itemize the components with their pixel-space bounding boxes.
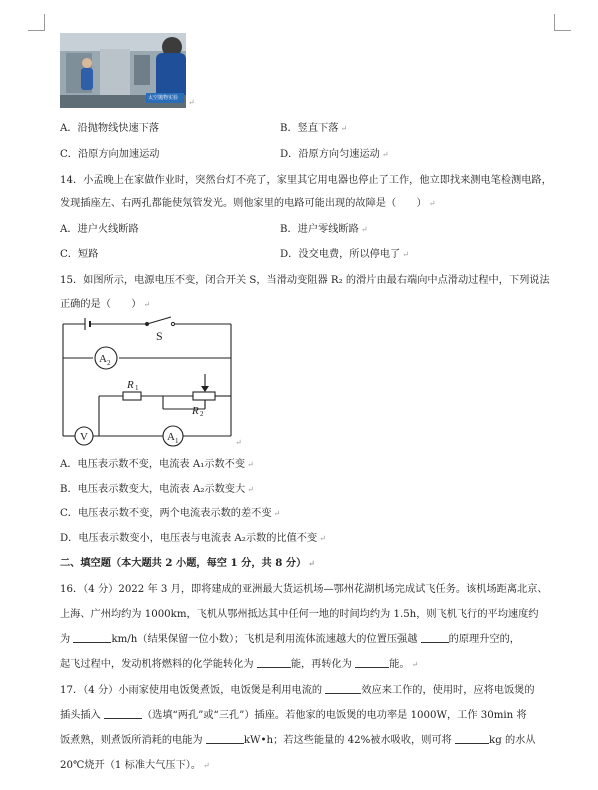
- photo-caption: 太空抛物实验: [148, 95, 179, 101]
- paragraph-mark: ↵: [340, 124, 348, 133]
- section-heading-text: 二、填空题（本大题共 2 小题，每空 1 分，共 8 分）: [60, 557, 307, 569]
- answer-blank-mass[interactable]: [455, 734, 489, 744]
- paragraph-mark: ↵: [235, 438, 242, 447]
- q13-option-d: [280, 145, 389, 160]
- q16-line4-text-b: 能，再转化为: [290, 659, 352, 670]
- q17-line1-text-b: 效应来工作的，使用时，应将电饭煲的: [361, 685, 535, 696]
- paragraph-mark: ↵: [319, 534, 326, 543]
- q14-option-d-text: D．没交电费，所以停电了: [280, 249, 401, 260]
- q17-line3-text-b: kW•h；若这些能量的 42%被水吸收，则可将: [243, 735, 452, 746]
- r2-label: R: [192, 405, 199, 417]
- q15-stem-line2: [60, 295, 150, 310]
- q17-line3-text-c: kg 的水从: [489, 735, 536, 746]
- q15-option-a-text: A．电压表示数不变，电流表 A₁示数不变: [60, 459, 246, 470]
- q13-option-a: A．沿抛物线快速下落: [60, 123, 160, 134]
- q16-line1: 16．（4 分）2022 年 3 月，即将建成的亚洲最大货运机场—鄂州花湖机场完成试飞任务。该机场距离北京、: [60, 584, 548, 595]
- switch-blade: [147, 317, 171, 324]
- q16-line3: [60, 630, 520, 645]
- q14-option-a: A．进户火线断路: [60, 224, 139, 235]
- paragraph-mark: ↵: [203, 761, 210, 770]
- q13-option-d-text: D．沿原方向匀速运动: [280, 149, 380, 160]
- q15-option-c-text: C．电压表示数不变，两个电流表示数的差不变: [60, 508, 272, 519]
- paragraph-mark: ↵: [188, 98, 195, 107]
- q15-option-d: [60, 529, 326, 544]
- paragraph-mark: ↵: [273, 509, 281, 518]
- answer-blank-energy-2[interactable]: [355, 658, 389, 668]
- ammeter-a2-label: A: [99, 353, 107, 365]
- answer-blank-effect[interactable]: [325, 684, 361, 694]
- q14-stem-line2: [60, 194, 435, 209]
- ammeter-a1-subscript: 1: [175, 437, 179, 445]
- paragraph-mark: ↵: [308, 558, 315, 568]
- q17-line1-text-a: 17．（4 分）小雨家使用电饭煲煮饭，电饭煲是利用电流的: [60, 685, 323, 696]
- paragraph-mark: ↵: [411, 660, 419, 669]
- r1-label: R: [127, 379, 134, 391]
- answer-blank-speed[interactable]: [73, 633, 111, 643]
- circuit-diagram: [55, 312, 240, 448]
- ammeter-a2-subscript: 2: [107, 359, 111, 367]
- q14-stem-line2-text: 发现插座左、右两孔都能使氖管发光。则他家里的电路可能出现的故障是（ ）: [60, 198, 427, 209]
- resistor-r1: [123, 392, 141, 400]
- crop-mark-top-left: [28, 14, 45, 31]
- q15-option-b-text: B．电压表示数变大，电流表 A₂示数变大: [60, 484, 246, 495]
- ammeter-a1-label: A: [167, 431, 175, 443]
- q17-line2-text-a: 插头插入: [60, 710, 101, 721]
- q15-stem-line1: 15．如图所示，电源电压不变，闭合开关 S，当滑动变阻器 R₂ 的滑片由最右端向中点滑动过程中，下列说法: [60, 275, 550, 286]
- answer-blank-energy-kwh[interactable]: [206, 734, 244, 744]
- q15-option-c: [60, 504, 280, 519]
- switch-contact: [171, 322, 174, 325]
- answer-blank-energy-1[interactable]: [257, 658, 291, 668]
- q16-line2: 上海、广州均约为 1000km，飞机从鄂州抵达其中任何一地的时间均约为 1.5h，则飞机飞行的平均速度约: [60, 609, 539, 620]
- q13-option-b-text: B．竖直下落: [280, 123, 339, 134]
- q16-line4-text-a: 起飞过程中，发动机将燃料的化学能转化为: [60, 659, 254, 670]
- rheostat-r2: [193, 392, 215, 400]
- paragraph-mark: ↵: [247, 460, 254, 469]
- q16-line4-text-c: 能。: [389, 659, 410, 670]
- paragraph-mark: ↵: [360, 225, 368, 234]
- paragraph-mark: ↵: [381, 150, 389, 159]
- q14-option-c: C．短路: [60, 249, 99, 260]
- q17-line4-text: 20℃烧开（1 标准大气压下）。: [60, 760, 202, 771]
- q14-stem-line1: 14．小孟晚上在家做作业时，突然台灯不亮了，家里其它用电器也停止了工作，他立即找来测电笔检测电路，: [60, 175, 552, 186]
- q13-option-c: C．沿原方向加速运动: [60, 149, 160, 160]
- q17-line2-text-b: （选填“两孔”或“三孔”）插座。若他家的电饭煲的电功率是 1000W，工作 30min 将: [142, 710, 527, 721]
- section-heading: [60, 554, 315, 569]
- q15-option-d-text: D．电压表示数变小，电压表与电流表 A₂示数的比值不变: [60, 533, 318, 544]
- q17-line3: [60, 731, 536, 746]
- q14-option-b-text: B．进户零线断路: [280, 224, 359, 235]
- r1-subscript: 1: [135, 384, 139, 392]
- q15-stem-line2-text: 正确的是（ ）: [60, 299, 142, 310]
- answer-blank-socket[interactable]: [104, 709, 142, 719]
- space-station-photo: [60, 33, 186, 108]
- q17-line3-text-a: 饭煮熟，则煮饭所消耗的电能为: [60, 735, 203, 746]
- rheostat-slider-arrow: [201, 386, 209, 392]
- q14-option-d: [280, 245, 409, 260]
- q16-line3-text-b: km/h（结果保留一位小数）；飞机是利用流体流速越大的位置压强越: [111, 634, 418, 645]
- answer-blank-pressure[interactable]: [421, 633, 449, 643]
- switch-pivot: [145, 322, 149, 326]
- r2-subscript: 2: [200, 410, 204, 418]
- q13-option-b: [280, 119, 347, 134]
- voltmeter-label: V: [80, 431, 88, 443]
- crop-mark-top-right: [554, 14, 571, 31]
- q15-option-a: [60, 455, 254, 470]
- q14-option-b: [280, 220, 368, 235]
- q17-line2: [60, 706, 527, 721]
- q17-line1: [60, 681, 535, 696]
- paragraph-mark: ↵: [402, 250, 409, 259]
- switch-label: S: [156, 329, 163, 343]
- paragraph-mark: ↵: [428, 199, 436, 208]
- q16-line3-text-a: 为: [60, 634, 71, 645]
- q17-line4: [60, 756, 210, 771]
- q15-option-b: [60, 480, 254, 495]
- paragraph-mark: ↵: [247, 485, 254, 494]
- paragraph-mark: ↵: [143, 300, 151, 309]
- q16-line3-text-c: 的原理升空的，: [448, 634, 520, 645]
- q16-line4: [60, 655, 418, 670]
